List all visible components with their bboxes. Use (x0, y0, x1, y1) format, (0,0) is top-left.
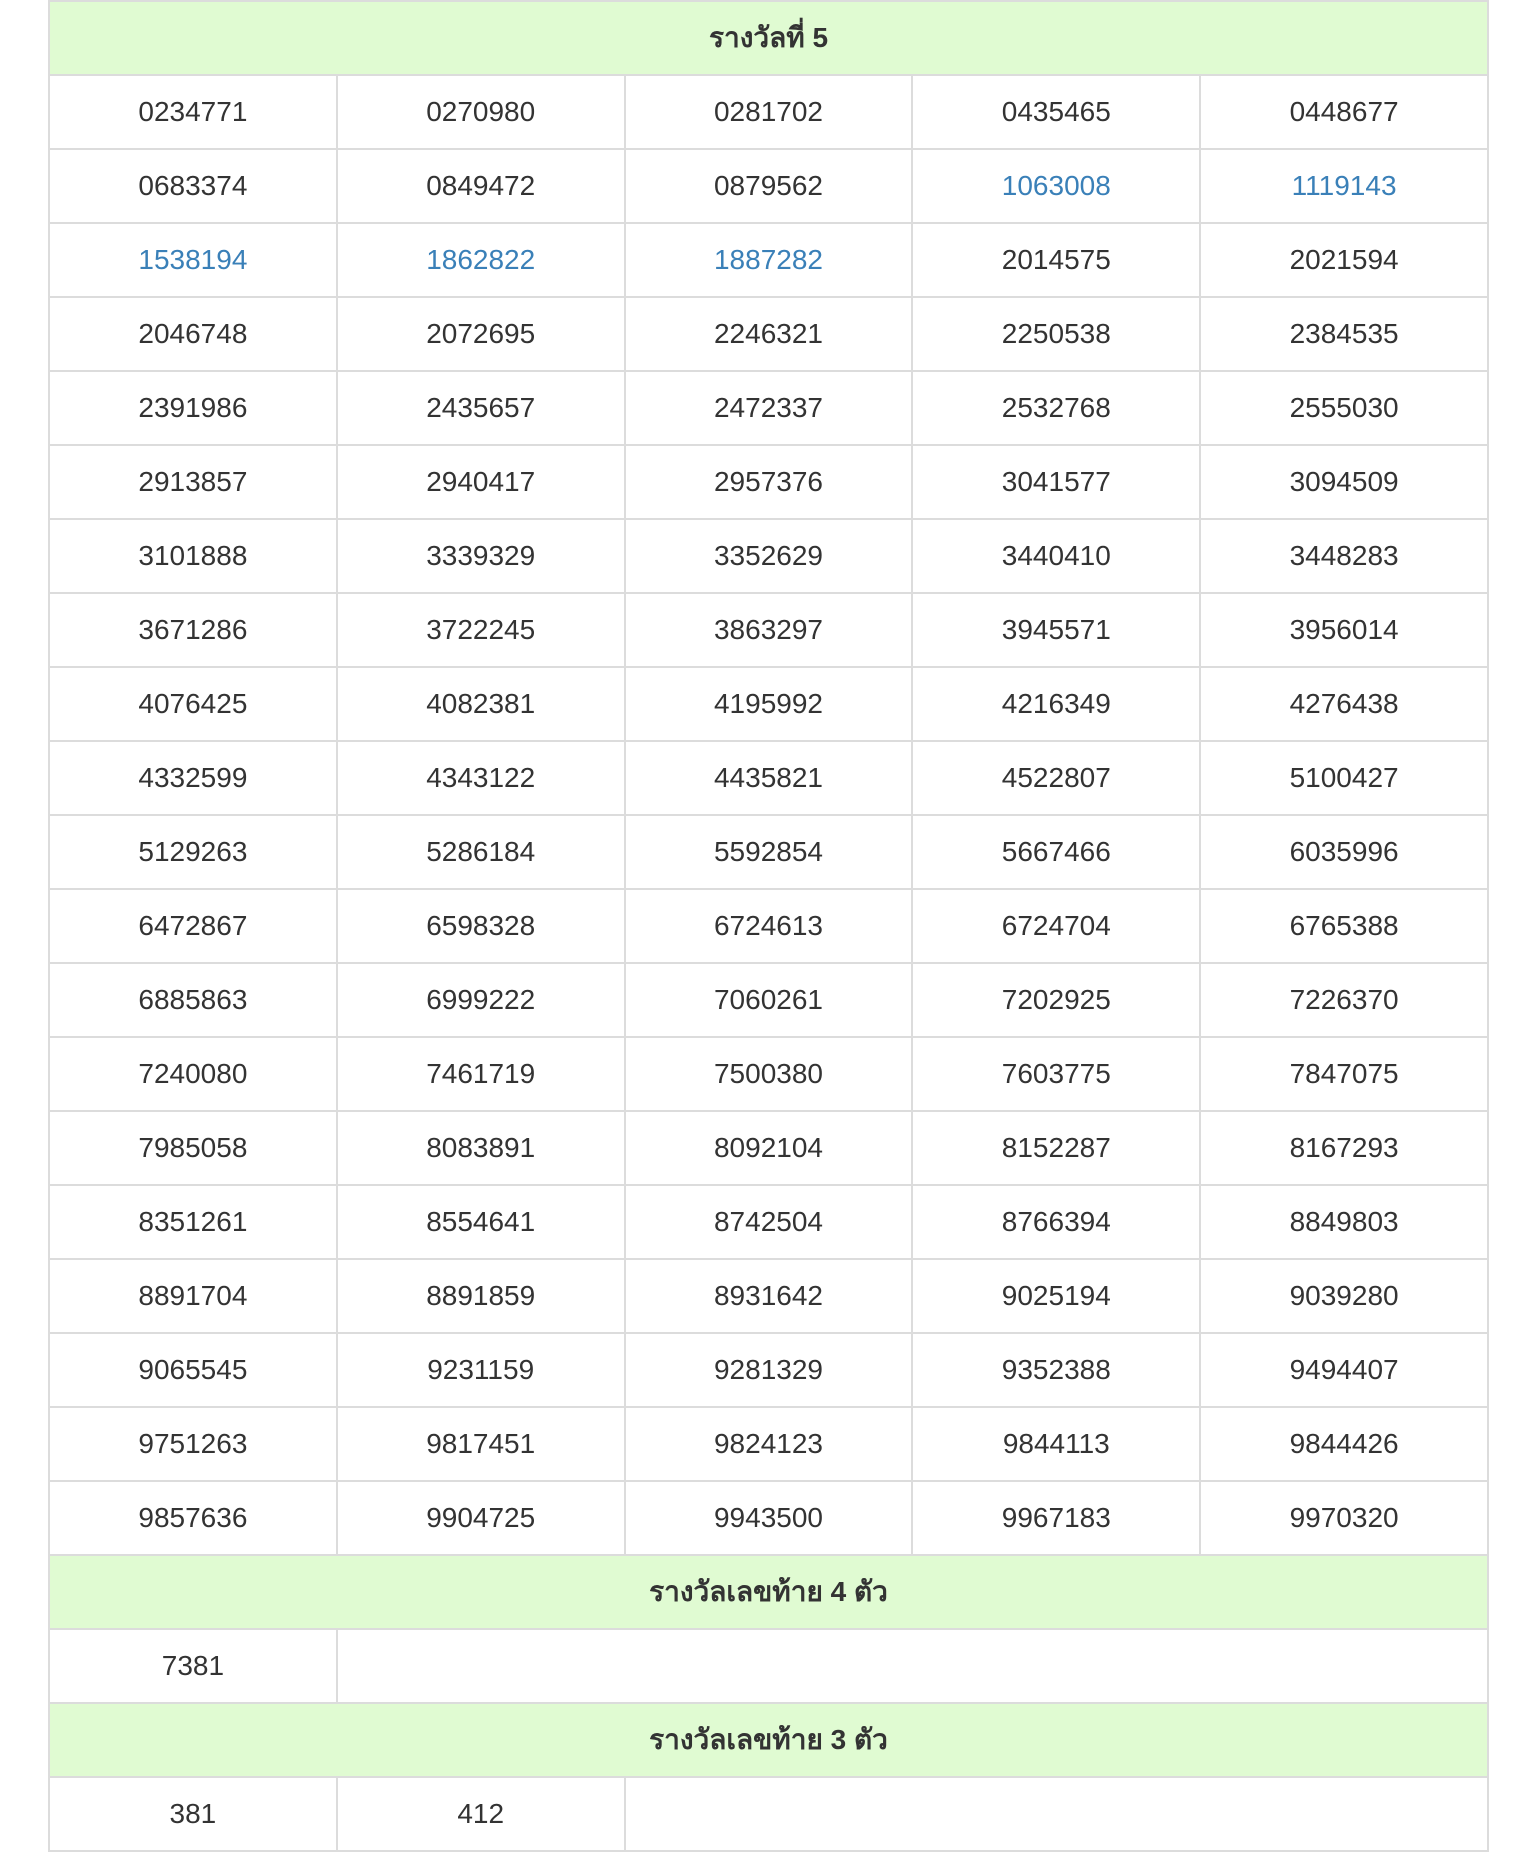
prize-number: 9025194 (912, 1259, 1200, 1333)
prize-number: 4216349 (912, 667, 1200, 741)
number-row (49, 519, 1488, 593)
number-row (49, 593, 1488, 667)
prize-number: 8742504 (625, 1185, 913, 1259)
prize-number: 9943500 (625, 1481, 913, 1555)
prize-number: 2532768 (912, 371, 1200, 445)
number-row (49, 667, 1488, 741)
number-row (49, 75, 1488, 149)
prize-number: 9817451 (337, 1407, 625, 1481)
number-row (49, 1259, 1488, 1333)
prize-number: 9967183 (912, 1481, 1200, 1555)
prize-number: 3671286 (49, 593, 337, 667)
prize-number: 2250538 (912, 297, 1200, 371)
prize-number: 9844426 (1200, 1407, 1488, 1481)
number-row (49, 1629, 1488, 1703)
prize-number: 2435657 (337, 371, 625, 445)
prize-number: 2246321 (625, 297, 913, 371)
prize-number: 5129263 (49, 815, 337, 889)
prize-number: 6885863 (49, 963, 337, 1037)
prize-number: 412 (337, 1777, 625, 1851)
prize-number: 9824123 (625, 1407, 913, 1481)
number-row (49, 149, 1488, 223)
prize-number: 0281702 (625, 75, 913, 149)
empty-cell (337, 1629, 1488, 1703)
prize-number: 9904725 (337, 1481, 625, 1555)
prize-number: 9857636 (49, 1481, 337, 1555)
prize-number: 5100427 (1200, 741, 1488, 815)
prize-number: 7202925 (912, 963, 1200, 1037)
prize-number: 3945571 (912, 593, 1200, 667)
lottery-results-table (48, 0, 1489, 1852)
prize-number: 6035996 (1200, 815, 1488, 889)
prize-number: 3339329 (337, 519, 625, 593)
number-row (49, 1481, 1488, 1555)
prize-number: 9844113 (912, 1407, 1200, 1481)
prize-number: 3440410 (912, 519, 1200, 593)
prize-number: 2555030 (1200, 371, 1488, 445)
empty-cell (625, 1777, 1488, 1851)
prize-number: 8083891 (337, 1111, 625, 1185)
prize-number: 9281329 (625, 1333, 913, 1407)
prize-number: 9494407 (1200, 1333, 1488, 1407)
prize-number-link[interactable]: 1119143 (1200, 149, 1488, 223)
prize-number: 4522807 (912, 741, 1200, 815)
prize-number: 6765388 (1200, 889, 1488, 963)
prize-number-link[interactable]: 1887282 (625, 223, 913, 297)
prize-number: 5592854 (625, 815, 913, 889)
prize-number: 4332599 (49, 741, 337, 815)
prize-number: 8554641 (337, 1185, 625, 1259)
prize-number: 4076425 (49, 667, 337, 741)
number-row (49, 445, 1488, 519)
prize-number-link[interactable]: 1538194 (49, 223, 337, 297)
prize-number: 8092104 (625, 1111, 913, 1185)
prize-number: 0849472 (337, 149, 625, 223)
number-row (49, 223, 1488, 297)
number-row (49, 1111, 1488, 1185)
number-row (49, 1777, 1488, 1851)
prize-number: 4435821 (625, 741, 913, 815)
prize-number: 0234771 (49, 75, 337, 149)
number-row (49, 741, 1488, 815)
prize-number: 9065545 (49, 1333, 337, 1407)
prize-number: 3094509 (1200, 445, 1488, 519)
prize-number: 6598328 (337, 889, 625, 963)
prize-number: 4195992 (625, 667, 913, 741)
prize-number: 7847075 (1200, 1037, 1488, 1111)
number-row (49, 889, 1488, 963)
prize-number: 2913857 (49, 445, 337, 519)
prize-number: 8891859 (337, 1259, 625, 1333)
prize-number: 7381 (49, 1629, 337, 1703)
prize-number: 8167293 (1200, 1111, 1488, 1185)
prize-number: 8766394 (912, 1185, 1200, 1259)
prize-number: 3448283 (1200, 519, 1488, 593)
prize-number: 3041577 (912, 445, 1200, 519)
results-body (49, 1, 1488, 1851)
prize-number: 2046748 (49, 297, 337, 371)
prize-number: 3352629 (625, 519, 913, 593)
prize-number: 9231159 (337, 1333, 625, 1407)
prize-number: 9970320 (1200, 1481, 1488, 1555)
number-row (49, 297, 1488, 371)
prize-number: 8351261 (49, 1185, 337, 1259)
section-header-row (49, 1703, 1488, 1777)
prize-number: 7603775 (912, 1037, 1200, 1111)
prize-number: 7500380 (625, 1037, 913, 1111)
number-row (49, 1407, 1488, 1481)
prize-number: 6472867 (49, 889, 337, 963)
prize-number: 2957376 (625, 445, 913, 519)
prize-number: 7240080 (49, 1037, 337, 1111)
prize-number: 7985058 (49, 1111, 337, 1185)
prize-number: 0879562 (625, 149, 913, 223)
prize-number: 2940417 (337, 445, 625, 519)
prize-number: 8152287 (912, 1111, 1200, 1185)
prize-number: 2021594 (1200, 223, 1488, 297)
prize-number: 9039280 (1200, 1259, 1488, 1333)
section-header-row (49, 1555, 1488, 1629)
prize-number: 7060261 (625, 963, 913, 1037)
prize-number-link[interactable]: 1862822 (337, 223, 625, 297)
prize-number: 2072695 (337, 297, 625, 371)
prize-number: 4082381 (337, 667, 625, 741)
number-row (49, 815, 1488, 889)
prize-number: 2472337 (625, 371, 913, 445)
prize-number: 3722245 (337, 593, 625, 667)
number-row (49, 371, 1488, 445)
section-title: รางวัลที่ 5 (49, 1, 1488, 75)
prize-number: 0270980 (337, 75, 625, 149)
prize-number-link[interactable]: 1063008 (912, 149, 1200, 223)
prize-number: 5286184 (337, 815, 625, 889)
prize-number: 4276438 (1200, 667, 1488, 741)
prize-number: 2391986 (49, 371, 337, 445)
prize-number: 7226370 (1200, 963, 1488, 1037)
prize-number: 8931642 (625, 1259, 913, 1333)
prize-number: 0448677 (1200, 75, 1488, 149)
prize-number: 6724704 (912, 889, 1200, 963)
prize-number: 6724613 (625, 889, 913, 963)
prize-number: 0683374 (49, 149, 337, 223)
prize-number: 2014575 (912, 223, 1200, 297)
number-row (49, 1333, 1488, 1407)
prize-number: 0435465 (912, 75, 1200, 149)
section-title: รางวัลเลขท้าย 3 ตัว (49, 1703, 1488, 1777)
prize-number: 9751263 (49, 1407, 337, 1481)
prize-number: 6999222 (337, 963, 625, 1037)
prize-number: 4343122 (337, 741, 625, 815)
number-row (49, 1185, 1488, 1259)
prize-number: 3863297 (625, 593, 913, 667)
section-title: รางวัลเลขท้าย 4 ตัว (49, 1555, 1488, 1629)
prize-number: 5667466 (912, 815, 1200, 889)
prize-number: 7461719 (337, 1037, 625, 1111)
prize-number: 2384535 (1200, 297, 1488, 371)
number-row (49, 963, 1488, 1037)
prize-number: 381 (49, 1777, 337, 1851)
prize-number: 3101888 (49, 519, 337, 593)
prize-number: 8849803 (1200, 1185, 1488, 1259)
prize-number: 9352388 (912, 1333, 1200, 1407)
section-header-row (49, 1, 1488, 75)
prize-number: 3956014 (1200, 593, 1488, 667)
prize-number: 8891704 (49, 1259, 337, 1333)
number-row (49, 1037, 1488, 1111)
